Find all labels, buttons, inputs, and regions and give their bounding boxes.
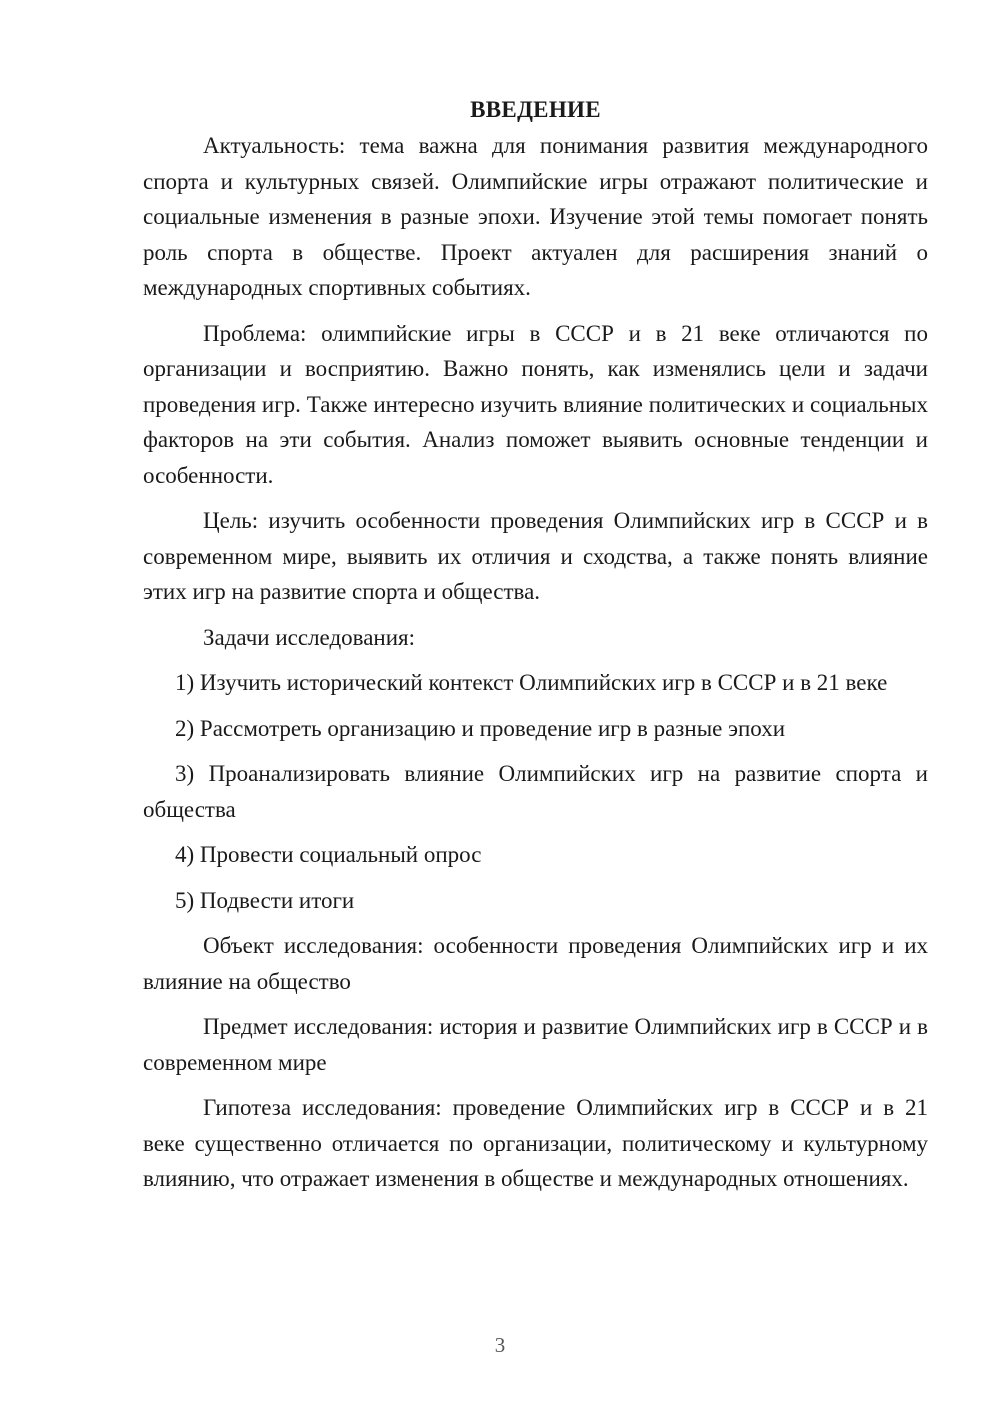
- task-item-3: 3) Проанализировать влияние Олимпийских игр на развитие спорта и общества: [143, 761, 928, 822]
- section-title: ВВЕДЕНИЕ: [470, 97, 601, 122]
- problem-paragraph: Проблема: олимпийские игры в СССР и в 21 веке отличаются по организации и восприятию. Важно понять, как изменялись цели и задачи проведения игр. Также интересно изучить влияние политических и социальных факторов на эти события. Анализ поможет выявить основные тенденции и особенности.: [143, 320, 928, 488]
- document-page: [143, 92, 928, 1207]
- task-item-5: 5) Подвести итоги: [175, 887, 355, 913]
- task-item-1: 1) Изучить исторический контекст Олимпийских игр в СССР и в 21 веке: [175, 670, 888, 695]
- task-item-4: 4) Провести социальный опрос: [175, 842, 482, 867]
- tasks-heading: Задачи исследования:: [203, 624, 416, 650]
- subject-paragraph: Предмет исследования: история и развитие Олимпийских игр в СССР и в современном мире: [143, 1014, 928, 1075]
- goal-paragraph: Цель: изучить особенности проведения Олимпийских игр в СССР и в современном мире, выявить их отличия и сходства, а также понять влияние этих игр на развитие спорта и общества.: [143, 508, 928, 604]
- task-item-2: 2) Рассмотреть организацию и проведение игр в разные эпохи: [175, 715, 786, 741]
- object-paragraph: Объект исследования: особенности проведения Олимпийских игр и их влияние на общество: [143, 933, 928, 994]
- page-number: 3: [494, 1333, 506, 1357]
- relevance-paragraph: Актуальность: тема важна для понимания развития международного спорта и культурных связей. Олимпийские игры отражают политические и социальные изменения в разные эпохи. Изучение этой темы помогает понять роль спорта в обществе. Проект актуален для расширения знаний о международных спортивных событиях.: [143, 133, 928, 300]
- hypothesis-paragraph: Гипотеза исследования: проведение Олимпийских игр в СССР и в 21 веке существенно отличается по организации, политическому и культурному влиянию, что отражает изменения в обществе и международных отношениях.: [143, 1095, 928, 1191]
